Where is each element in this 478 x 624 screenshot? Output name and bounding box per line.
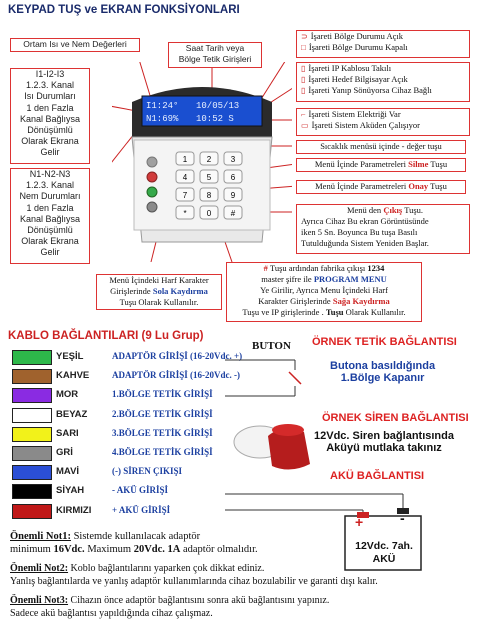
lcd-line1-right: 10/05/13 (196, 101, 240, 111)
wire-name: SİYAH (56, 485, 85, 497)
lcd-line1-left: I1:24° (146, 101, 179, 111)
keypad-key-label: 7 (182, 191, 188, 200)
battery-plus: + (355, 514, 364, 530)
zone-open-icon: ⊃ (301, 32, 308, 41)
mains-icon: ⌐ (301, 110, 306, 119)
wire-name: BEYAZ (56, 408, 88, 420)
keypad-key-label: # (230, 209, 236, 218)
wire-description: ADAPTÖR GİRİŞİ (16-20Vdc. +) (112, 351, 243, 361)
power-status-box: ⌐ İşareti Sistem Elektriği Var ▭ İşareti Sistem Aküden Çalışıyor (296, 108, 470, 136)
exit-key-icon (147, 202, 157, 212)
trigger-text: Butona basıldığında 1.Bölge Kapanır (330, 360, 436, 384)
siren-text: 12Vdc. Siren bağlantısında Aküyü mutlaka takınız (314, 430, 454, 454)
target-pc-icon: ▯ (301, 75, 306, 84)
wire-name: KIRMIZI (56, 504, 92, 516)
cable-heading: KABLO BAĞLANTILARI (9 Lu Grup) (8, 330, 204, 342)
siren-icon (232, 418, 316, 476)
zone-status-box: ⊃ İşareti Bölge Durumu Açık □ İşareti Bölge Durumu Kapalı (296, 30, 470, 58)
temp-minus-box: Sıcaklık menüsü içinde - değer tuşu (296, 140, 466, 154)
wire-description: 3.BÖLGE TETİK GİRİŞİ (112, 427, 213, 438)
wire-color-swatch (12, 427, 52, 442)
temperature-channels-box: I1-I2-I3 1.2.3. Kanal Isı Durumları 1 den Fazla Kanal Bağlıysa Dönüşümlü Olarak Ekrana Gelir (10, 68, 90, 164)
battery-minus: - (400, 510, 405, 526)
program-menu-box: # Tuşu ardından fabrika çıkışı 1234 master şifre ile PROGRAM MENU Ye Girilir, Ayrıca Menu İçindeki Harf Karakter Girişlerinde Sağa Kaydırma Tuşu ve IP girişlerinde . Tuşu Olarak Kullanılır. (226, 262, 422, 322)
keypad-key-label: 9 (230, 191, 236, 200)
wire-color-swatch (12, 504, 52, 519)
wire-color-swatch (12, 408, 52, 423)
keypad-key-label: 8 (206, 191, 212, 200)
clock-date-box: Saat Tarih veya Bölge Tetik Girişleri (168, 42, 262, 68)
keypad-device (112, 62, 292, 262)
wire-description: 1.BÖLGE TETİK GİRİŞİ (112, 389, 213, 400)
wire-name: GRİ (56, 447, 73, 458)
battery-label: 12Vdc. 7ah. AKÜ (355, 540, 413, 565)
minus-key-icon (147, 157, 157, 167)
battery-title: AKÜ BAĞLANTISI (330, 470, 425, 482)
wire-name: MAVİ (56, 466, 80, 478)
note-3: Önemli Not3: Cihazın önce adaptör bağlantısını sonra akü bağlantısını yapınız. Sadece akü bağlantısı yapıldığında cihaz çalışmaz. (10, 595, 330, 619)
ip-cable-icon: ▯ (301, 64, 306, 73)
keypad-key-label: 1 (182, 155, 188, 164)
keypad-key-label: 5 (206, 173, 212, 182)
keypad-key-label: 2 (206, 155, 212, 164)
keypad-key-label: 3 (230, 155, 236, 164)
wire-color-swatch (12, 465, 52, 480)
zone-closed-icon: □ (301, 43, 306, 52)
confirm-key-icon (147, 187, 157, 197)
delete-key-box: Menü İçinde Parametreleri Silme Tuşu (296, 158, 466, 172)
trigger-title: ÖRNEK TETİK BAĞLANTISI (312, 336, 457, 348)
humidity-channels-box: N1-N2-N3 1.2.3. Kanal Nem Durumları 1 den Fazla Kanal Bağlıysa Dönüşümlü Olarak Ekrana Gelir (10, 168, 90, 264)
wire-description: ADAPTÖR GİRİŞİ (16-20Vdc. -) (112, 370, 240, 381)
wire-name: MOR (56, 389, 79, 401)
button-label: BUTON (252, 340, 291, 352)
wire-color-swatch (12, 446, 52, 461)
wire-description: 2.BÖLGE TETİK GİRİŞİ (112, 408, 213, 419)
wire-color-swatch (12, 388, 52, 403)
wire-name: YEŞİL (56, 351, 84, 362)
wire-description: 4.BÖLGE TETİK GİRİŞİ (112, 447, 213, 457)
wire-color-swatch (12, 350, 52, 365)
wire-description: + AKÜ GİRİŞİ (112, 504, 171, 515)
note-1: Önemli Not1: Sistemde kullanılacak adaptör minimum 16Vdc. Maximum 20Vdc. 1A adaptör olmalıdır. (10, 531, 258, 555)
keypad-key-label: * (183, 209, 187, 218)
wire-description: (-) SİREN ÇIKIŞI (112, 466, 183, 477)
siren-title: ÖRNEK SİREN BAĞLANTISI (322, 412, 469, 424)
wire-name: KAHVE (56, 370, 90, 382)
lcd-line2-right: 10:52 S (196, 114, 234, 124)
delete-key-icon (147, 172, 157, 182)
exit-key-box: Menü den Çıkış Tuşu. Ayrıca Cihaz Bu ekran Görüntüsünde iken 5 Sn. Boyunca Bu tuşa Basılı Tutulduğunda Sistem Yeniden Başlar. (296, 204, 470, 254)
confirm-key-box: Menü İçinde Parametreleri Onay Tuşu (296, 180, 466, 194)
lcd-line2-left: N1:69% (146, 114, 179, 124)
battery-icon: ▭ (301, 121, 309, 130)
keypad-key-label: 4 (182, 173, 188, 182)
keypad-key-label: 0 (206, 209, 212, 218)
keypad-key-label: 6 (230, 173, 236, 182)
button-switch-diagram (225, 348, 305, 408)
wire-color-swatch (12, 369, 52, 384)
wire-description: - AKÜ GİRİŞİ (112, 485, 169, 496)
wire-name: SARI (56, 427, 79, 439)
wire-color-swatch (12, 484, 52, 499)
left-scroll-box: Menü İçindeki Harf Karakter Girişlerinde Sola Kaydırma Tuşu Olarak Kullanılır. (96, 274, 222, 310)
keypad-heading: KEYPAD TUŞ ve EKRAN FONKSİYONLARI (8, 4, 240, 16)
blink-icon: ▯ (301, 86, 306, 95)
ambient-values-box: Ortam Isı ve Nem Değerleri (10, 38, 140, 52)
ip-status-box: ▯ İşareti IP Kablosu Takılı ▯ İşareti Hedef Bilgisayar Açık ▯ İşareti Yanıp Sönüyorsa Cihaz Bağlı (296, 62, 470, 102)
note-2: Önemli Not2: Koblo bağlantılarını yaparken çok dikkat ediniz. Yanlış bağlantılarda ve yanlış adaptör kullanımlarında cihaz bozulabilir ve garanti dışı kalır. (10, 563, 378, 587)
